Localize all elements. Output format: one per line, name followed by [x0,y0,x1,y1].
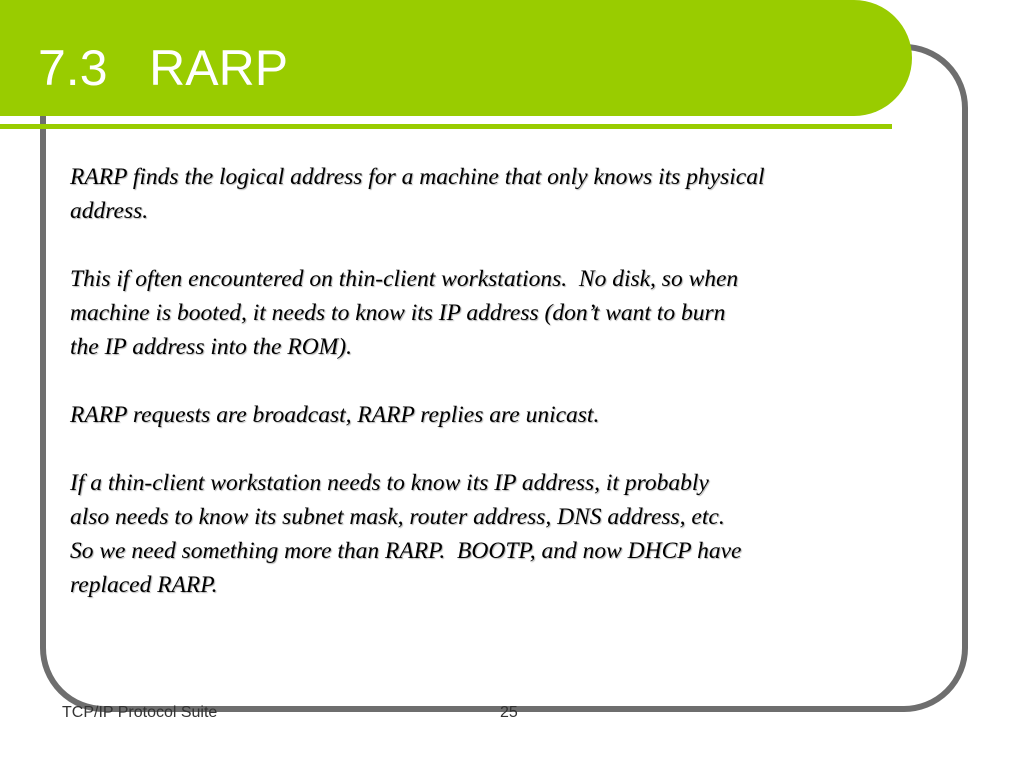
text-line: RARP finds the logical address for a machine that only knows its physical [70,164,765,190]
paragraph [70,160,950,228]
page-number: 25 [500,704,518,721]
paragraph [70,466,950,602]
text-line: If a thin-client workstation needs to know its IP address, it probably [70,470,709,496]
paragraph [70,398,950,432]
text-line: This if often encountered on thin-client workstations. No disk, so when [70,266,739,292]
paragraph [70,262,950,364]
banner-underline [0,124,892,129]
slide-title: 7.3 RARP [38,40,289,96]
footer-text: TCP/IP Protocol Suite [62,704,218,721]
slide-body [70,160,950,636]
text-line: address. [70,198,149,224]
text-line: replaced RARP. [70,572,218,598]
title-banner [0,0,912,116]
text-line: also needs to know its subnet mask, router address, DNS address, etc. [70,504,725,530]
text-line: So we need something more than RARP. BOOTP, and now DHCP have [70,538,742,564]
text-line: machine is booted, it needs to know its IP address (don’t want to burn [70,300,726,326]
text-line: the IP address into the ROM). [70,334,352,360]
text-line: RARP requests are broadcast, RARP replies are unicast. [70,402,600,428]
